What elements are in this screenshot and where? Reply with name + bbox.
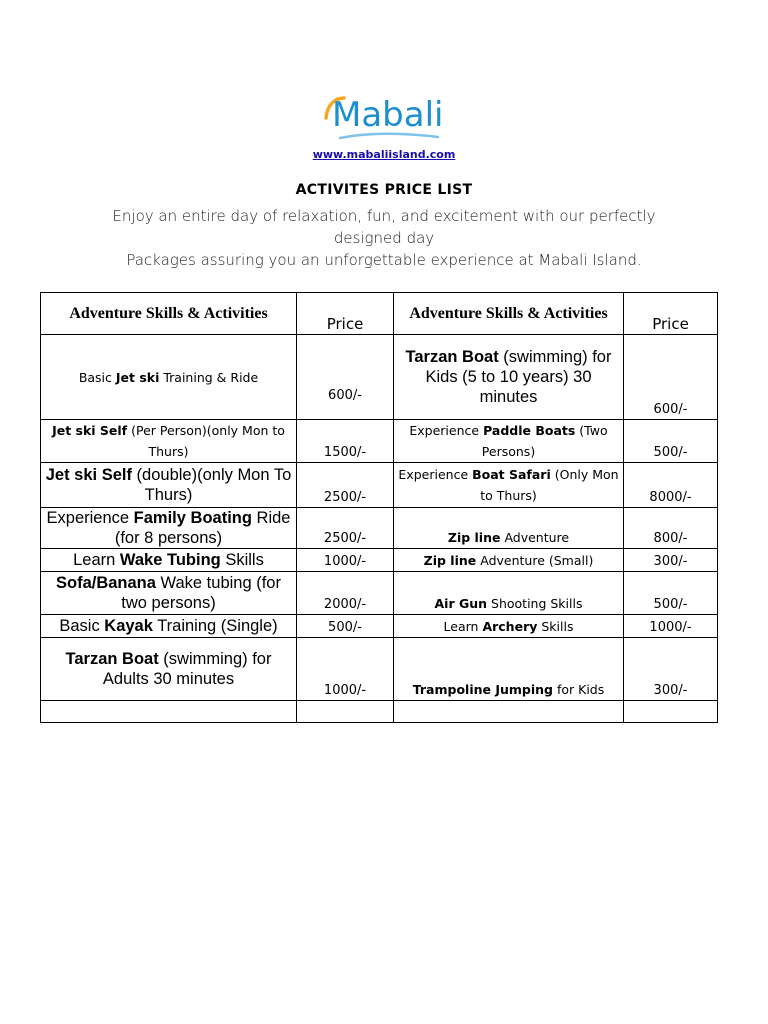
activity-cell: Zip line Adventure (Small) — [394, 549, 624, 572]
activity-cell: Experience Boat Safari (Only Mon to Thurs) — [394, 463, 624, 508]
price-cell: 600/- — [297, 335, 394, 420]
price-table — [40, 292, 718, 723]
activity-cell: Air Gun Shooting Skills — [394, 572, 624, 615]
activity-cell: Basic Jet ski Training & Ride — [41, 335, 297, 420]
price-cell: 1000/- — [297, 549, 394, 572]
price-cell: 300/- — [624, 638, 718, 701]
activity-cell: Trampoline Jumping for Kids — [394, 638, 624, 701]
table-row — [41, 335, 718, 420]
price-cell: 2500/- — [297, 463, 394, 508]
website-link[interactable]: www.mabaliisland.com — [312, 148, 456, 161]
header-price-left: Price — [297, 293, 394, 335]
price-cell — [624, 701, 718, 723]
activity-cell: Learn Wake Tubing Skills — [41, 549, 297, 572]
price-cell: 500/- — [624, 420, 718, 463]
table-row — [41, 572, 718, 615]
activity-cell: Jet ski Self (double)(only Mon To Thurs) — [41, 463, 297, 508]
activity-cell: Experience Family Boating Ride (for 8 persons) — [41, 508, 297, 549]
price-cell: 500/- — [297, 615, 394, 638]
activity-cell: Zip line Adventure — [394, 508, 624, 549]
price-cell: 600/- — [624, 335, 718, 420]
table-row — [41, 463, 718, 508]
activity-cell: Tarzan Boat (swimming) for Kids (5 to 10 years) 30 minutes — [394, 335, 624, 420]
table-row-empty — [41, 701, 718, 723]
activity-cell — [394, 701, 624, 723]
price-cell: 8000/- — [624, 463, 718, 508]
activity-cell: Sofa/Banana Wake tubing (for two persons) — [41, 572, 297, 615]
activity-cell: Learn Archery Skills — [394, 615, 624, 638]
price-cell: 2000/- — [297, 572, 394, 615]
header-activity-left: Adventure Skills & Activities — [41, 293, 297, 335]
table-row — [41, 549, 718, 572]
table-row — [41, 508, 718, 549]
intro-line-2: Packages assuring you an unforgettable experience at Mabali Island. — [126, 251, 642, 269]
price-cell: 1000/- — [624, 615, 718, 638]
activity-cell: Tarzan Boat (swimming) for Adults 30 minutes — [41, 638, 297, 701]
activity-cell: Experience Paddle Boats (Two Persons) — [394, 420, 624, 463]
activity-cell — [41, 701, 297, 723]
page-title: ACTIVITES PRICE LIST — [295, 182, 473, 198]
table-row — [41, 615, 718, 638]
price-cell: 500/- — [624, 572, 718, 615]
activity-cell: Basic Kayak Training (Single) — [41, 615, 297, 638]
table-row — [41, 420, 718, 463]
price-cell — [297, 701, 394, 723]
table-row — [41, 638, 718, 701]
header-activity-right: Adventure Skills & Activities — [394, 293, 624, 335]
price-cell: 300/- — [624, 549, 718, 572]
price-cell: 1500/- — [297, 420, 394, 463]
price-cell: 2500/- — [297, 508, 394, 549]
logo-text: Mabali — [332, 95, 444, 135]
table-header-row — [41, 293, 718, 335]
header-price-right: Price — [624, 293, 718, 335]
activity-cell: Jet ski Self (Per Person)(only Mon to Thurs) — [41, 420, 297, 463]
intro-line-1: Enjoy an entire day of relaxation, fun, and excitement with our perfectly designed day — [112, 207, 656, 247]
mabali-logo — [322, 92, 450, 144]
website-link-wrap — [0, 148, 768, 161]
price-cell: 800/- — [624, 508, 718, 549]
price-cell: 1000/- — [297, 638, 394, 701]
